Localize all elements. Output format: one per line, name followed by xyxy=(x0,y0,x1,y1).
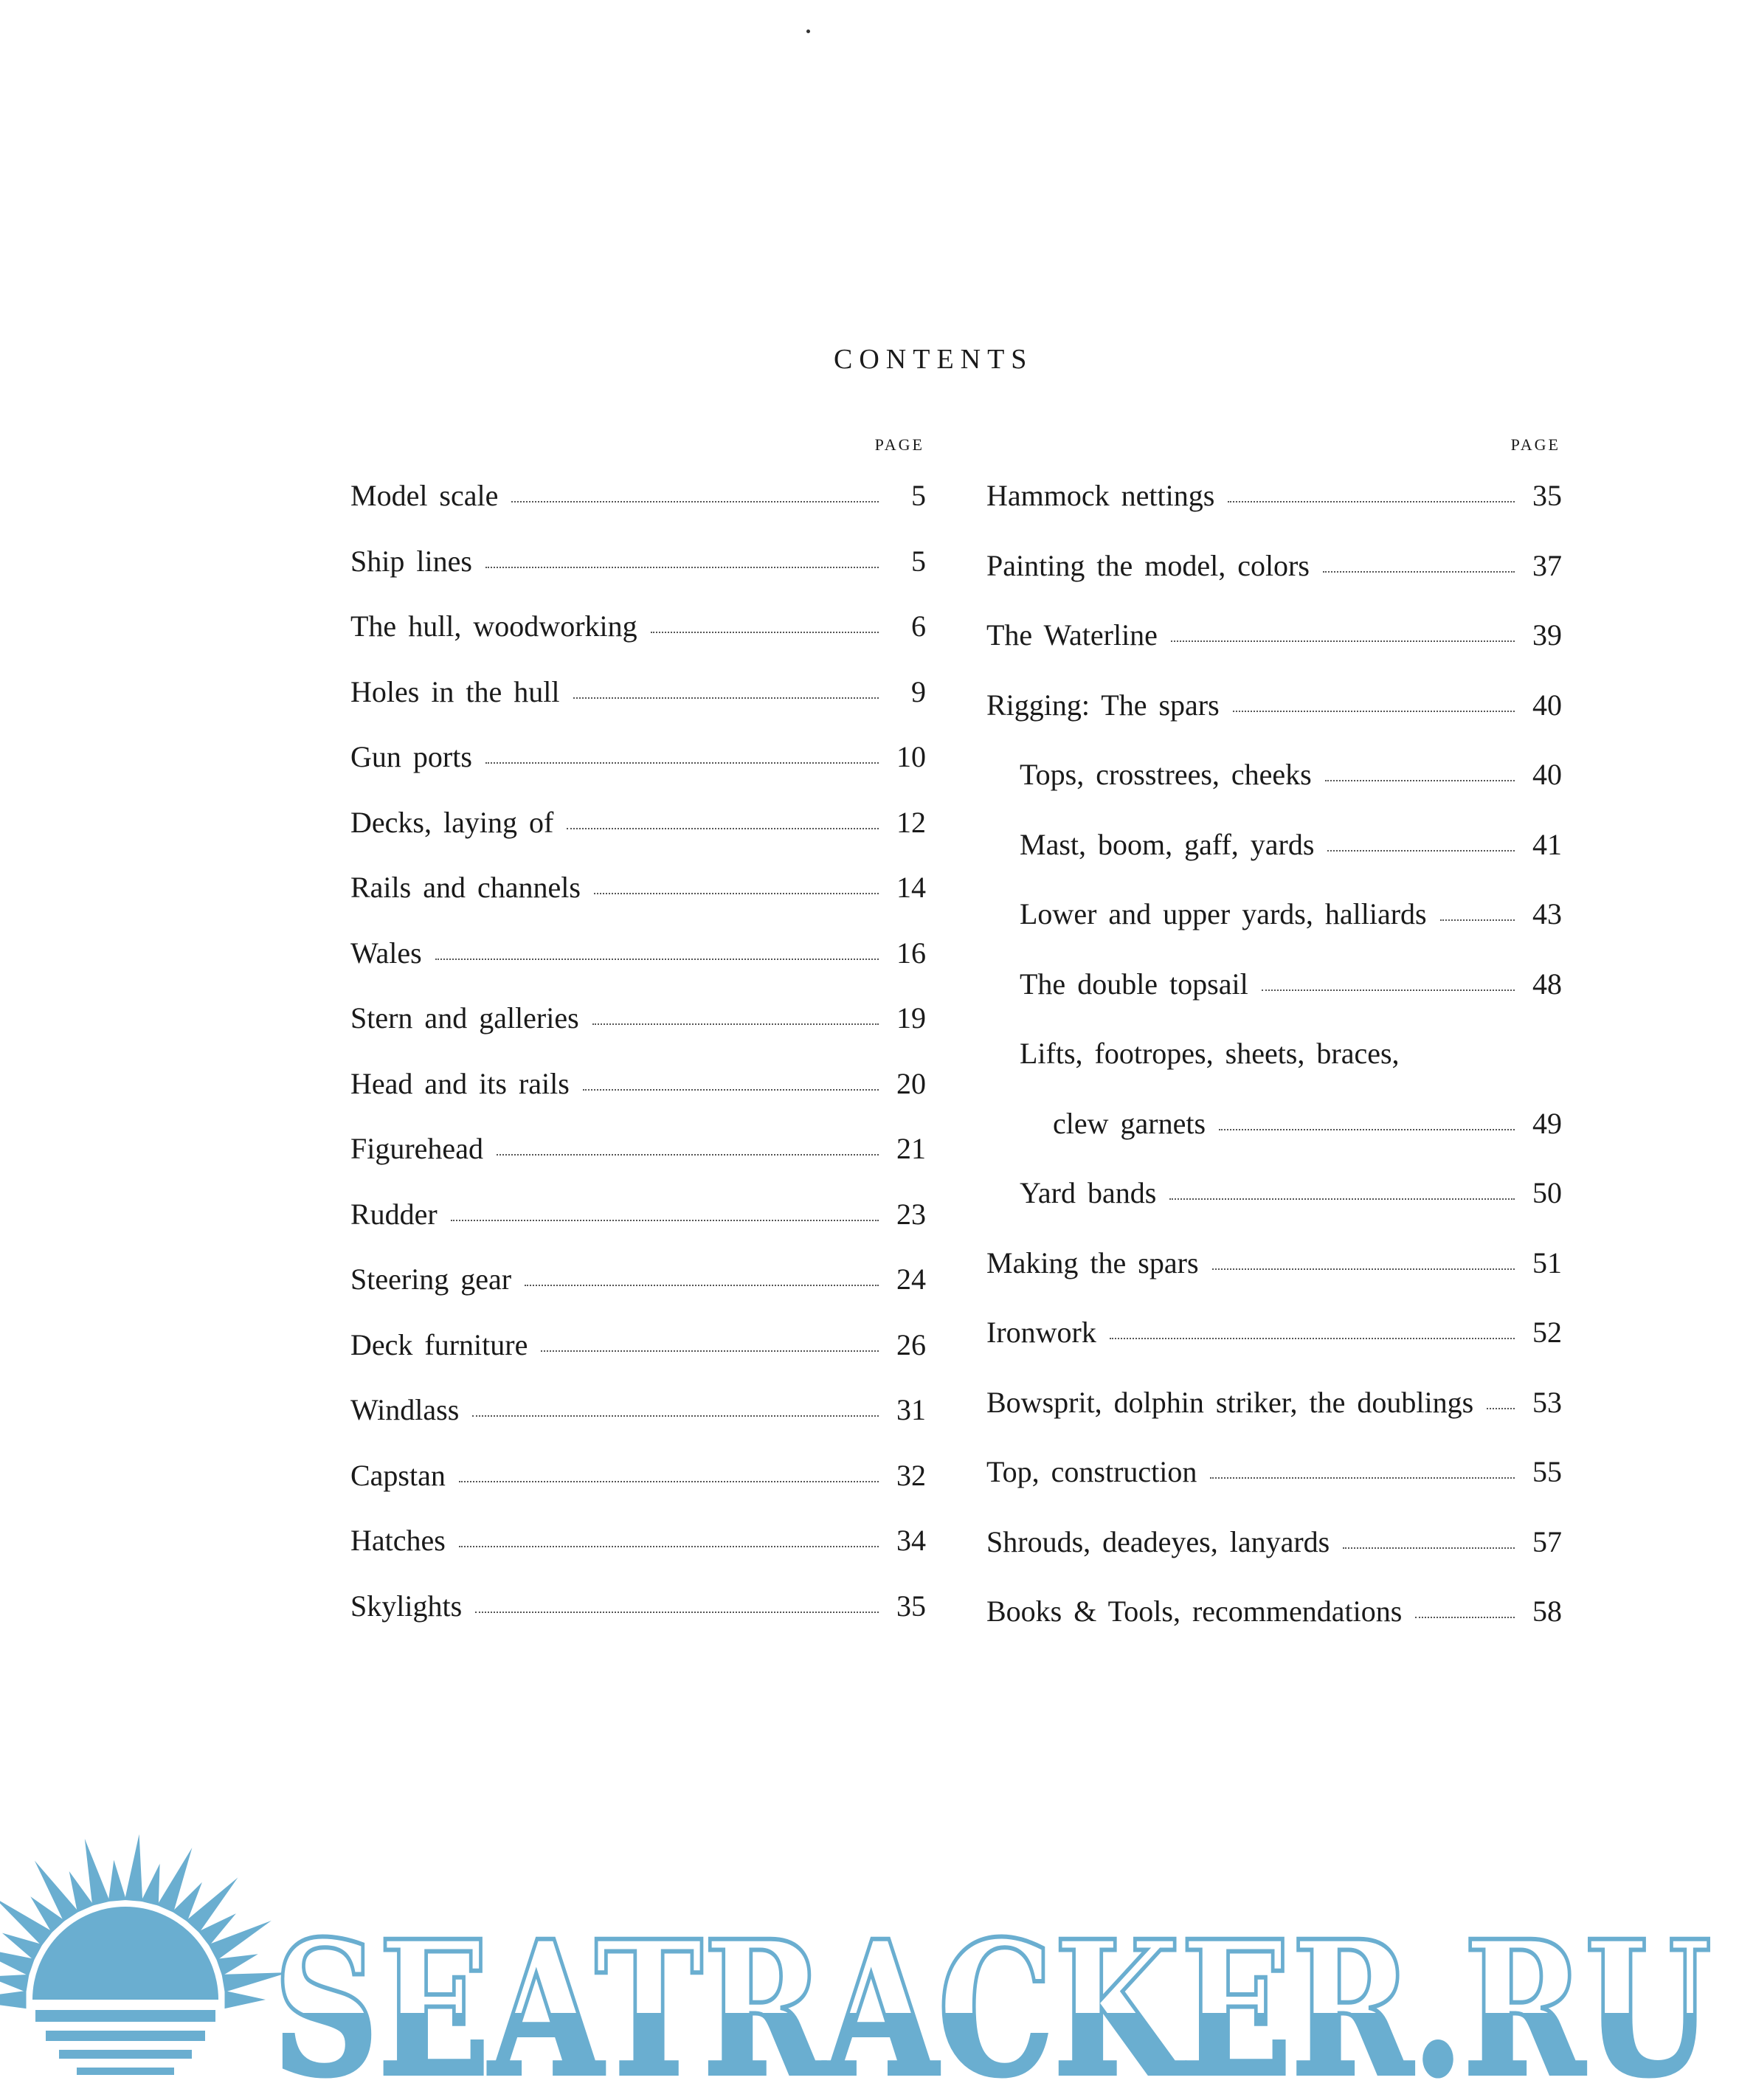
toc-entry-label: Wales xyxy=(350,936,422,970)
toc-dot-leader xyxy=(475,1612,879,1613)
toc-entry xyxy=(986,1524,1562,1598)
toc-entry xyxy=(350,481,926,547)
toc-entry-page: 12 xyxy=(896,805,926,839)
sun-ray xyxy=(141,1864,159,1906)
toc-dot-leader xyxy=(511,501,879,502)
contents-column-right xyxy=(986,435,1562,1667)
toc-entry-label: Rails and channels xyxy=(350,871,581,904)
sun-ray xyxy=(225,1991,266,2009)
sun-ray xyxy=(85,1839,110,1906)
toc-entry-label: clew garnets xyxy=(1053,1106,1206,1140)
toc-entry-page: 51 xyxy=(1532,1246,1562,1279)
toc-entry-page: 34 xyxy=(896,1524,926,1557)
page-column-header-right: PAGE xyxy=(1510,435,1560,454)
toc-entry-label: Mast, boom, gaff, yards xyxy=(1020,827,1315,861)
toc-dot-leader xyxy=(541,1350,879,1352)
toc-entry-label: The hull, woodworking xyxy=(350,609,637,643)
toc-entry-page: 48 xyxy=(1532,967,1562,1001)
toc-entry-label: Making the spars xyxy=(986,1246,1199,1279)
toc-entry-page: 50 xyxy=(1532,1176,1562,1209)
toc-dot-leader xyxy=(451,1220,879,1221)
toc-entry-page: 39 xyxy=(1532,618,1562,652)
toc-entry-page: 52 xyxy=(1532,1316,1562,1349)
toc-entry-page: 41 xyxy=(1532,827,1562,861)
contents-column-left xyxy=(350,435,926,1657)
toc-entry xyxy=(986,1106,1562,1179)
toc-dot-leader xyxy=(583,1089,879,1091)
toc-entry-page: 24 xyxy=(896,1263,926,1296)
contents-list-right xyxy=(986,481,1562,1667)
toc-entry xyxy=(350,1066,926,1135)
toc-dot-leader xyxy=(1219,1129,1515,1130)
toc-entry xyxy=(986,1385,1562,1458)
page-speck xyxy=(806,30,810,33)
toc-entry xyxy=(986,1597,1562,1667)
toc-dot-leader xyxy=(573,697,879,699)
toc-entry xyxy=(986,899,1562,970)
toc-entry xyxy=(350,1001,926,1069)
sun-icon xyxy=(0,1834,289,2075)
toc-entry-page: 6 xyxy=(911,609,926,643)
toc-entry xyxy=(350,1526,926,1592)
toc-entry xyxy=(986,967,1562,1040)
sun-ray xyxy=(0,1975,29,1992)
toc-dot-leader xyxy=(1323,571,1515,573)
toc-entry-label: Shrouds, deadeyes, lanyards xyxy=(986,1524,1330,1558)
toc-dot-leader xyxy=(1262,989,1515,991)
toc-entry-page: 35 xyxy=(1532,479,1562,512)
toc-entry-label: Deck furniture xyxy=(350,1327,528,1361)
toc-entry-label: Books & Tools, recommendations xyxy=(986,1595,1403,1628)
toc-entry-label: Holes in the hull xyxy=(350,674,560,708)
toc-entry xyxy=(350,936,926,1004)
toc-entry-page: 10 xyxy=(896,740,926,773)
toc-entry-page: 43 xyxy=(1532,897,1562,930)
toc-entry-page: 14 xyxy=(896,871,926,904)
toc-entry-label: Decks, laying of xyxy=(350,805,554,839)
toc-dot-leader xyxy=(1325,780,1515,781)
toc-entry-label: Gun ports xyxy=(350,740,472,773)
toc-entry xyxy=(350,805,926,874)
toc-entry xyxy=(986,481,1562,551)
toc-entry-page: 21 xyxy=(896,1132,926,1165)
toc-entry-label: Figurehead xyxy=(350,1132,483,1165)
toc-entry-page: 23 xyxy=(896,1197,926,1231)
page-column-header-left: PAGE xyxy=(874,435,924,454)
watermark-text: SEATRACKER.RU xyxy=(273,1900,1712,2100)
toc-entry xyxy=(350,1265,926,1330)
toc-entry-label: Rudder xyxy=(350,1197,438,1231)
toc-entry xyxy=(986,1457,1562,1527)
toc-entry xyxy=(350,873,926,939)
toc-entry xyxy=(986,688,1562,761)
sun-ray xyxy=(216,1954,258,1976)
toc-entry-label: Hatches xyxy=(350,1524,446,1557)
toc-entry-label: The Waterline xyxy=(986,618,1158,652)
toc-dot-leader xyxy=(1343,1547,1515,1549)
toc-dot-leader xyxy=(459,1481,879,1482)
toc-entry-page: 40 xyxy=(1532,688,1562,722)
toc-dot-leader xyxy=(567,828,879,829)
toc-entry-label: Head and its rails xyxy=(350,1066,570,1100)
toc-entry-label: The double topsail xyxy=(1020,967,1248,1001)
contents-list-left xyxy=(350,481,926,1657)
toc-dot-leader xyxy=(1212,1268,1515,1270)
toc-entry-label: Steering gear xyxy=(350,1263,512,1296)
toc-entry-label: Ship lines xyxy=(350,544,472,578)
toc-entry xyxy=(350,544,926,612)
toc-dot-leader xyxy=(459,1546,879,1547)
toc-entry-page: 19 xyxy=(896,1001,926,1035)
toc-entry-label: Stern and galleries xyxy=(350,1001,579,1035)
toc-entry-page: 31 xyxy=(896,1393,926,1426)
toc-entry-page: 57 xyxy=(1532,1524,1562,1558)
toc-entry-page: 32 xyxy=(896,1458,926,1492)
toc-entry-label: Bowsprit, dolphin striker, the doublings xyxy=(986,1385,1474,1419)
toc-dot-leader xyxy=(1169,1198,1515,1200)
toc-entry xyxy=(986,760,1562,830)
sun-ray xyxy=(0,1898,52,1946)
toc-dot-leader xyxy=(472,1415,879,1417)
toc-entry-label: Hammock nettings xyxy=(986,479,1215,512)
toc-entry-page: 53 xyxy=(1532,1385,1562,1419)
toc-entry xyxy=(350,1589,926,1657)
toc-dot-leader xyxy=(435,959,879,960)
toc-entry-page: 55 xyxy=(1532,1455,1562,1488)
toc-entry-page: 20 xyxy=(896,1066,926,1100)
toc-dot-leader xyxy=(1171,640,1515,642)
toc-entry xyxy=(986,1248,1562,1319)
toc-dot-leader xyxy=(1415,1617,1515,1618)
toc-dot-leader xyxy=(1210,1477,1515,1479)
toc-entry xyxy=(986,1318,1562,1388)
toc-entry-page: 35 xyxy=(896,1589,926,1623)
toc-entry xyxy=(350,742,926,808)
toc-entry-label: Top, construction xyxy=(986,1455,1197,1488)
toc-entry xyxy=(986,548,1562,621)
toc-entry xyxy=(986,1178,1562,1248)
toc-dot-leader xyxy=(497,1154,879,1156)
toc-entry xyxy=(350,609,926,677)
toc-entry xyxy=(986,618,1562,691)
toc-dot-leader xyxy=(651,632,879,633)
toc-entry-page: 5 xyxy=(911,544,926,578)
toc-entry xyxy=(350,1327,926,1396)
toc-entry-label: Lower and upper yards, halliards xyxy=(1020,897,1427,930)
toc-entry-label: Lifts, footropes, sheets, braces, xyxy=(1020,1037,1400,1070)
watermark-svg xyxy=(0,1830,1739,2100)
toc-entry-page: 16 xyxy=(896,936,926,970)
toc-entry-label: Ironwork xyxy=(986,1316,1096,1349)
toc-entry-label: Model scale xyxy=(350,479,499,512)
toc-dot-leader xyxy=(1487,1408,1515,1409)
toc-entry-label: Yard bands xyxy=(1020,1176,1157,1209)
toc-entry xyxy=(986,1039,1562,1109)
toc-entry xyxy=(986,827,1562,900)
contents-title: CONTENTS xyxy=(834,344,1034,375)
toc-entry-page: 5 xyxy=(911,479,926,512)
toc-dot-leader xyxy=(1233,711,1515,712)
toc-entry-page: 9 xyxy=(911,674,926,708)
toc-entry xyxy=(350,1458,926,1527)
toc-entry-label: Capstan xyxy=(350,1458,446,1492)
toc-entry xyxy=(350,1134,926,1200)
toc-entry-label: Skylights xyxy=(350,1589,463,1623)
sun-ray xyxy=(125,1834,142,1902)
toc-dot-leader xyxy=(1228,501,1515,502)
toc-dot-leader xyxy=(485,567,879,568)
toc-entry-page: 37 xyxy=(1532,548,1562,582)
toc-dot-leader xyxy=(525,1285,879,1286)
toc-entry-page: 49 xyxy=(1532,1106,1562,1140)
toc-dot-leader xyxy=(485,762,879,764)
sun-ray xyxy=(0,1991,27,2009)
toc-entry xyxy=(350,674,926,743)
toc-dot-leader xyxy=(1440,919,1515,921)
sun-ray xyxy=(108,1860,126,1902)
watermark-logo xyxy=(0,1830,1739,2100)
toc-entry xyxy=(350,1197,926,1265)
toc-dot-leader xyxy=(592,1023,879,1025)
toc-dot-leader xyxy=(1327,850,1515,852)
toc-entry-label: Tops, crosstrees, cheeks xyxy=(1020,758,1312,791)
toc-entry xyxy=(350,1395,926,1461)
toc-entry-label: Painting the model, colors xyxy=(986,548,1310,582)
toc-dot-leader xyxy=(1110,1338,1515,1339)
toc-entry-page: 26 xyxy=(896,1327,926,1361)
toc-entry-page: 58 xyxy=(1532,1595,1562,1628)
toc-entry-label: Rigging: The spars xyxy=(986,688,1220,722)
toc-entry-label: Windlass xyxy=(350,1393,460,1426)
sun-ray xyxy=(186,1878,238,1933)
toc-entry-page: 40 xyxy=(1532,758,1562,791)
toc-dot-leader xyxy=(594,893,879,894)
